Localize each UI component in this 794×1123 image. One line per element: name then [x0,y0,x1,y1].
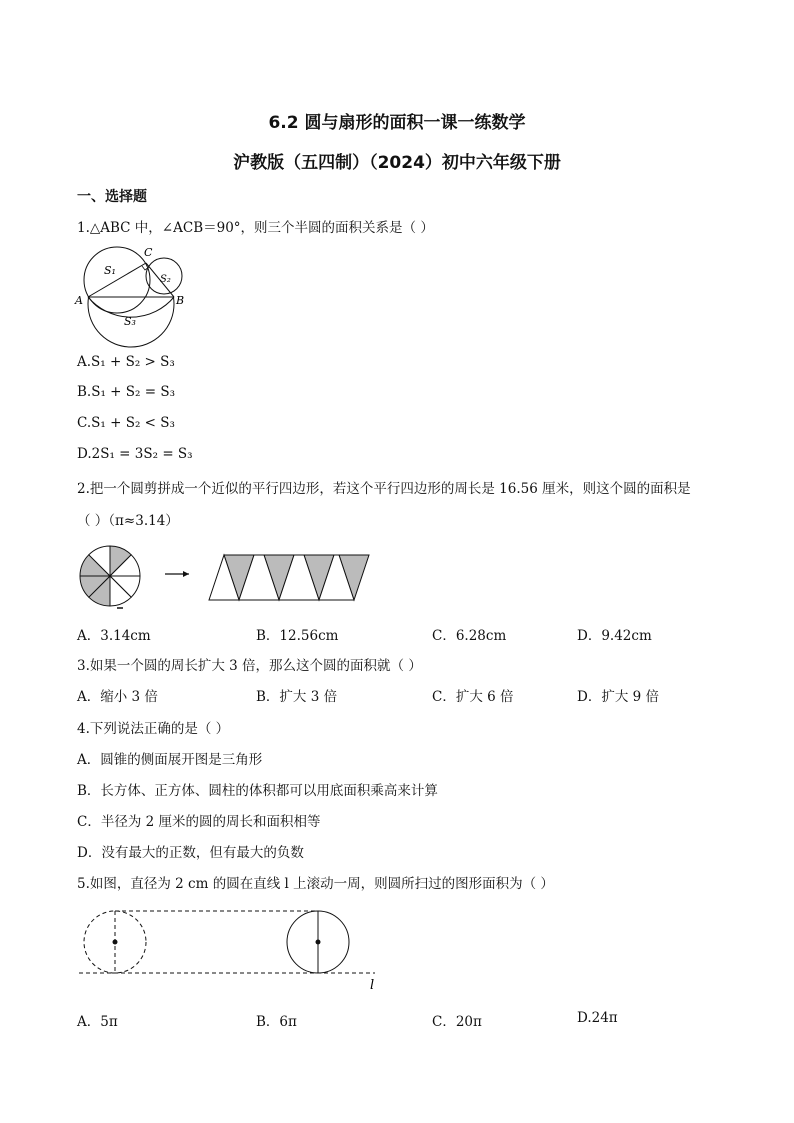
question-2-option-c: C．6.28cm [432,628,507,644]
label-S2: S₂ [160,274,171,285]
label-C: C [144,246,153,259]
question-5-option-c: C．20π [432,1014,482,1030]
label-B: B [176,294,185,307]
question-4-option-c: C．半径为 2 厘米的圆的周长和面积相等 [77,814,321,830]
label-S1: S₁ [104,264,116,277]
question-5-stem: 5.如图，直径为 2 cm 的圆在直线 l 上滚动一周，则圆所扫过的图形面积为（ ） [77,876,554,892]
question-4-option-b: B．长方体、正方体、圆柱的体积都可以用底面积乘高来计算 [77,783,438,799]
question-5-figure [77,908,382,992]
question-1-figure [70,242,200,342]
question-1-option-c: C.S₁ + S₂ < S₃ [77,415,175,431]
question-5-option-a: A．5π [77,1014,118,1030]
question-3-option-b: B．扩大 3 倍 [256,689,338,705]
question-5-option-d: D.24π [577,1010,618,1026]
question-2-stem-line1: 2.把一个圆剪拼成一个近似的平行四边形，若这个平行四边形的周长是 16.56 厘米，则这个圆的面积是 [77,481,691,497]
question-4-stem: 4.下列说法正确的是（ ） [77,721,230,737]
question-4-option-a: A．圆锥的侧面展开图是三角形 [77,752,263,768]
question-2-option-b: B．12.56cm [256,628,339,644]
question-2-stem-line2: （ ）（π≈3.14） [77,513,179,529]
question-3-option-a: A．缩小 3 倍 [77,689,158,705]
page-title: 6.2 圆与扇形的面积一课一练数学 [268,113,526,133]
question-3-stem: 3.如果一个圆的周长扩大 3 倍，那么这个圆的面积就（ ） [77,658,422,674]
question-2-option-a: A．3.14cm [77,628,151,644]
question-2-figure [77,543,369,611]
question-1-stem: 1.△ABC 中，∠ACB＝90°，则三个半圆的面积关系是（ ） [77,220,434,236]
label-S3: S₃ [124,315,136,328]
question-4-option-d: D．没有最大的正数，但有最大的负数 [77,845,304,861]
question-1-option-a: A.S₁ + S₂ > S₃ [77,354,175,370]
question-5-option-b: B．6π [256,1014,297,1030]
question-1-option-b: B.S₁ + S₂ = S₃ [77,384,175,400]
question-1-option-d: D.2S₁ = 3S₂ = S₃ [77,446,193,462]
question-3-option-d: D．扩大 9 倍 [577,689,659,705]
page-subtitle: 沪教版（五四制）（2024）初中六年级下册 [233,153,561,173]
question-2-option-d: D．9.42cm [577,628,652,644]
label-A: A [75,294,83,307]
section-heading: 一、选择题 [77,189,147,205]
label-line-l: l [370,978,375,993]
question-3-option-c: C．扩大 6 倍 [432,689,514,705]
